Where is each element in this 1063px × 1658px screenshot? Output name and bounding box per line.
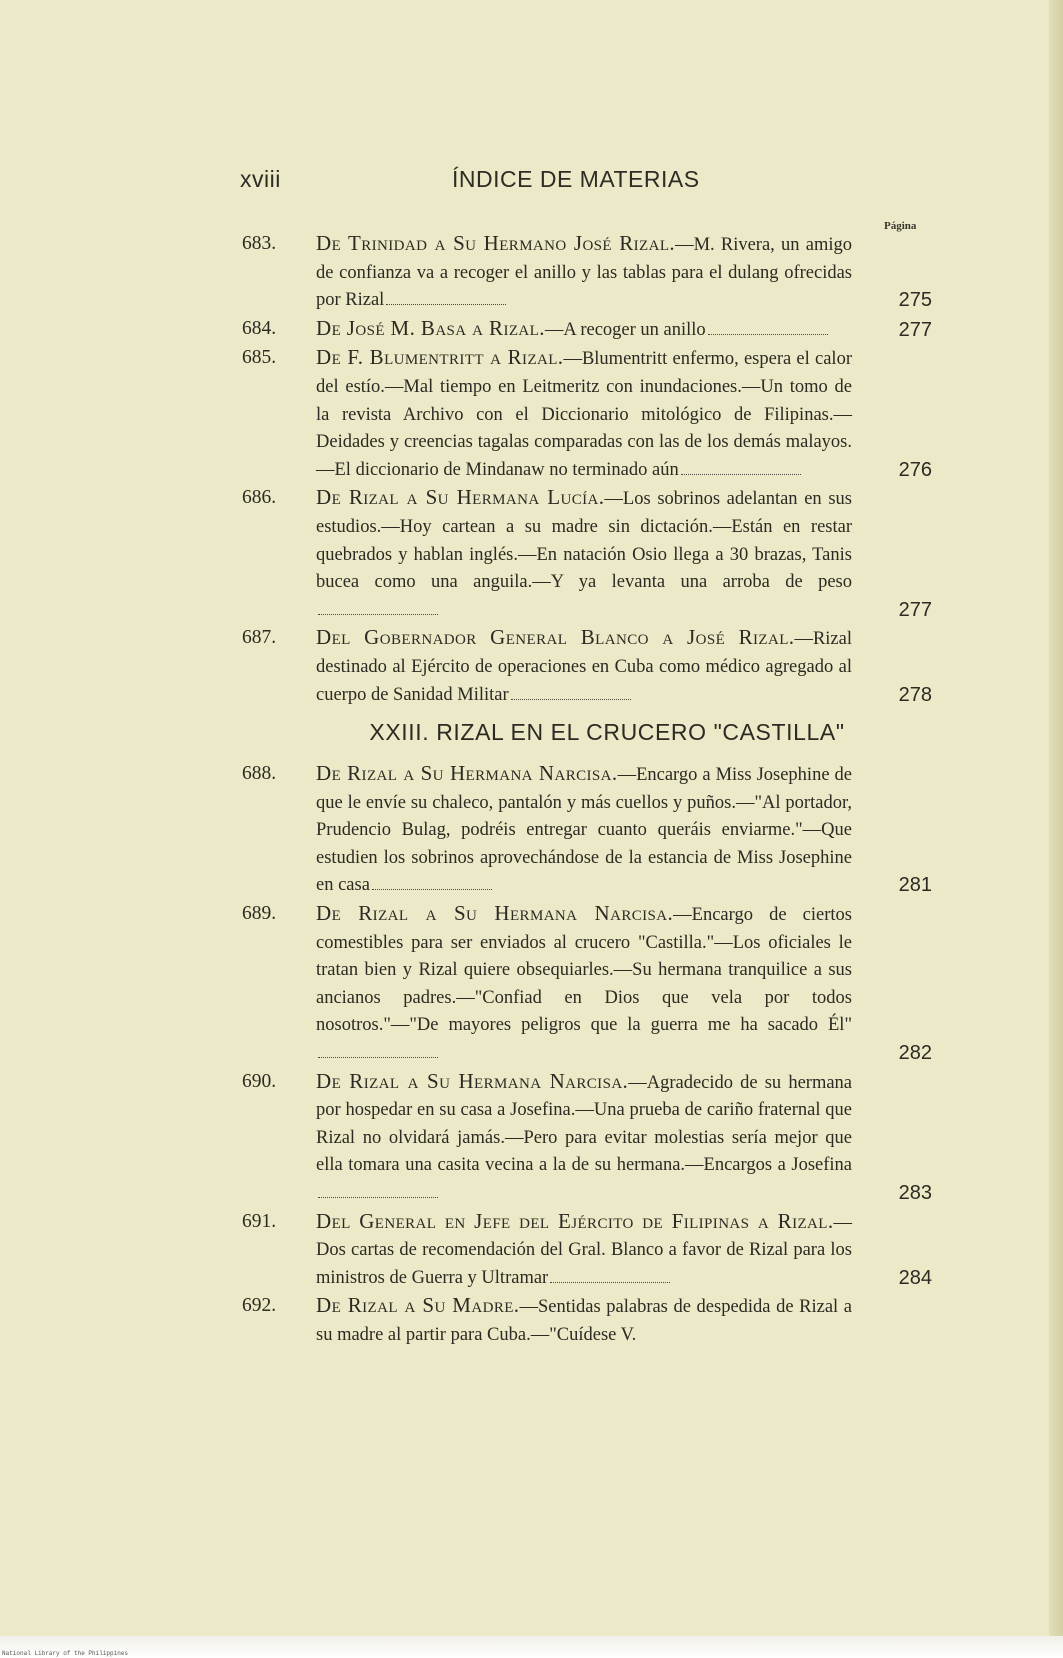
entry-summary: —M. Rivera, un amigo de confianza va a recoger el anillo y las tablas para el dulang ofrecidas por Rizal: [316, 235, 852, 311]
index-entry: [242, 624, 932, 709]
entry-correspondents: De Trinidad a Su Hermano José Rizal.: [316, 231, 676, 255]
entry-page-number: 277: [898, 318, 932, 341]
entry-correspondents: De F. Blumentritt a Rizal.: [316, 345, 564, 370]
entry-page-number: 283: [898, 1182, 932, 1204]
dot-leader: [708, 324, 828, 335]
entry-number: 692.: [242, 1295, 277, 1317]
index-entry: [242, 315, 932, 345]
index-entry: [242, 1292, 932, 1349]
entry-summary: —Sentidas palabras de despedida de Rizal a su madre al partir para Cuba.—"Cuídese V.: [316, 1297, 852, 1345]
dot-leader: [386, 294, 506, 305]
dot-leader: [681, 464, 801, 475]
dot-leader: [318, 1187, 438, 1198]
footer-credit: National Library of the Philippines: [2, 1650, 129, 1657]
entry-summary: —Encargo de ciertos comestibles para ser enviados al crucero "Castilla."—Los oficiales le tratan bien y Rizal quiere obsequiarles.—Su hermana tranquilice a sus ancianos padres.—"Confiad en Dios que vela por todos nosotros."—"De mayores peligros que la guerra me ha sacado Él": [316, 905, 852, 1036]
entry-number: 688.: [242, 763, 277, 785]
entry-page-number: 282: [898, 1042, 932, 1065]
page-edge: [1049, 0, 1063, 1658]
section-title: XXIII. RIZAL EN EL CRUCERO "CASTILLA": [369, 719, 845, 746]
entry-number: 686.: [242, 487, 277, 509]
index-entry: [242, 230, 932, 315]
footer-strip: [0, 1636, 1063, 1658]
entry-page-number: 277: [898, 598, 932, 621]
entry-number: 685.: [242, 347, 277, 369]
entry-correspondents: De José M. Basa a Rizal.: [316, 315, 545, 340]
dot-leader: [318, 604, 438, 615]
index-entry: [242, 484, 932, 624]
entry-summary: —A recoger un anillo: [544, 319, 706, 340]
page-title: ÍNDICE DE MATERIAS: [452, 166, 700, 192]
dot-leader: [550, 1272, 670, 1283]
dot-leader: [372, 879, 492, 890]
entry-number: 689.: [242, 903, 277, 925]
entry-summary: —Blumentritt enfermo, espera el calor del estío.—Mal tiempo en Leitmeritz con inundaciones.—Un tomo de la revista Archivo con el Diccionario mitológico de Filipinas.—Deidades y creencias tagalas comparadas con las de los demás malayos.—El diccionario de Mindanaw no terminado aún: [316, 349, 852, 480]
entry-summary: —Agradecido de su hermana por hospedar en su casa a Josefina.—Una prueba de cariño fraternal que Rizal no olvidará jamás.—Pero para evitar molestias sería mejor que ella tomara una casita vecina a la de su hermana.—Encargos a Josefina: [316, 1072, 853, 1176]
entry-page-number: 284: [898, 1266, 932, 1289]
entry-number: 690.: [242, 1070, 277, 1092]
index-entry: [242, 760, 932, 900]
index-entry: [242, 1068, 932, 1208]
dot-leader: [511, 689, 631, 700]
entry-summary: —Encargo a Miss Josephine de que le envíe su chaleco, pantalón y más cuellos y puños.—"Al portador, Prudencio Bulag, podréis entregar cuanto queráis enviarme."—Que estudien los sobrinos aprovechándose de la estancia de Miss Josephine en casa: [316, 765, 852, 896]
entry-page-number: 276: [898, 458, 932, 481]
entry-correspondents: Del Gobernador General Blanco a José Rizal.: [316, 625, 795, 650]
entry-correspondents: De Rizal a Su Madre.: [316, 1293, 520, 1318]
entries-group-b: [242, 760, 932, 1349]
index-entry: [242, 1208, 932, 1293]
index-entries: [242, 230, 932, 1350]
page-folio: xviii: [240, 166, 281, 192]
entry-number: 691.: [242, 1210, 277, 1232]
entry-page-number: 275: [898, 289, 932, 312]
entry-number: 687.: [242, 627, 277, 649]
entry-number: 683.: [242, 233, 277, 254]
entry-summary: —Los sobrinos adelantan en sus estudios.—Hoy cartean a su madre sin dictación.—Están en restar quebrados y hablan inglés.—En natación Osio llega a 30 brazas, Tanis bucea como una anguila.—Y ya levanta una arroba de peso: [316, 489, 853, 593]
entry-correspondents: De Rizal a Su Hermana Narcisa.: [316, 761, 618, 786]
entries-group-a: [242, 230, 932, 709]
entry-correspondents: De Rizal a Su Hermana Narcisa.: [316, 1068, 629, 1093]
entry-summary: —Dos cartas de recomendación del Gral. Blanco a favor de Rizal para los ministros de Guerra y Ultramar: [316, 1212, 852, 1288]
entry-correspondents: De Rizal a Su Hermana Narcisa.: [316, 901, 674, 926]
pagina-column-label: Página: [884, 220, 917, 232]
entry-page-number: 278: [898, 683, 932, 706]
index-entry: [242, 344, 932, 484]
index-entry: [242, 900, 932, 1068]
entry-number: 684.: [242, 317, 277, 339]
entry-correspondents: De Rizal a Su Hermana Lucía.: [316, 485, 605, 510]
entry-page-number: 281: [898, 874, 932, 897]
entry-correspondents: Del General en Jefe del Ejército de Filipinas a Rizal.: [316, 1208, 834, 1233]
entry-summary: —Rizal destinado al Ejército de operaciones en Cuba como médico agregado al cuerpo de Sanidad Militar: [316, 629, 852, 705]
dot-leader: [318, 1047, 438, 1058]
